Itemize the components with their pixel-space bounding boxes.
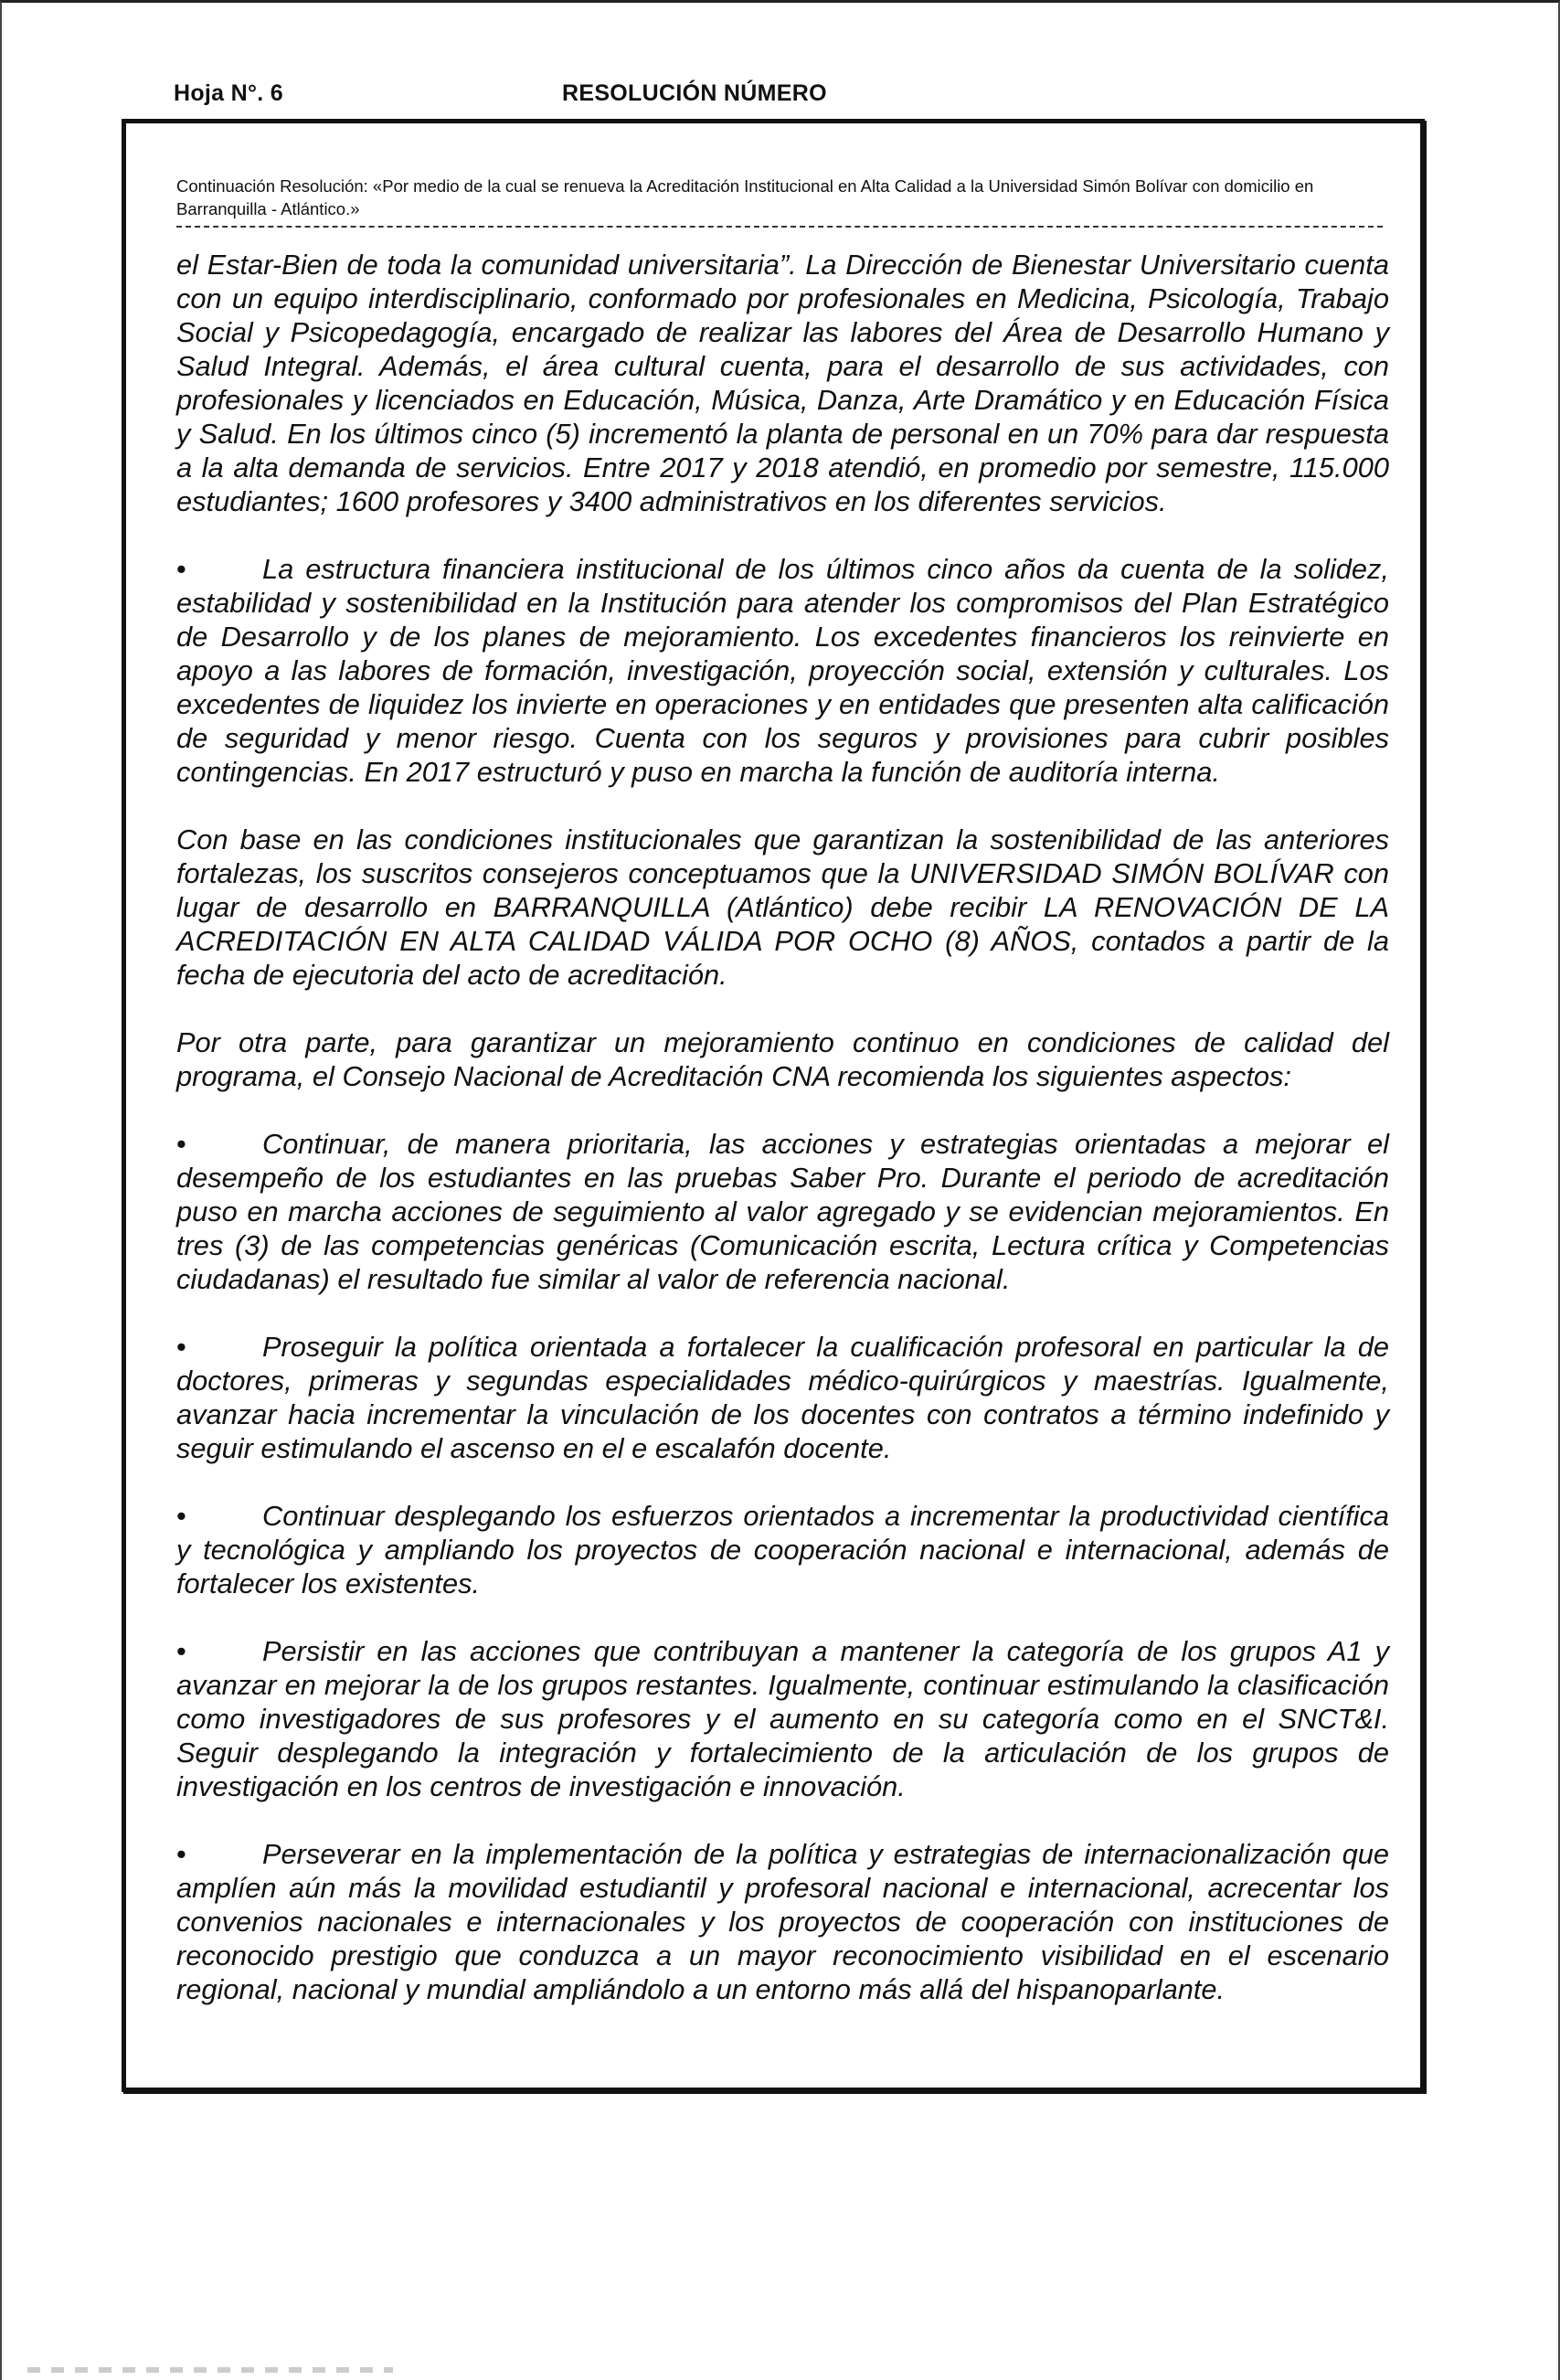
continuation-caption: Continuación Resolución: «Por medio de la cual se renueva la Acreditación Institucional en Alta Calidad a la Universidad Simón Bolívar con domicilio en Barranquilla - Atlántico.» <box>176 176 1314 218</box>
bullet-text: Persistir en las acciones que contribuyan a mantener la categoría de los grupos A1 y avanzar en mejorar la de los grupos restantes. Igualmente, continuar estimulando la clasificación como investigadores de sus profesores y el aumento en su categoría como en el SNCT&I. Seguir desplegando la integración y fortalecimiento de la articulación de los grupos de investigación en los centros de investigación e innovación. <box>176 1635 1389 1802</box>
bullet-text: Proseguir la política orientada a fortalecer la cualificación profesoral en particular la de doctores, primeras y segundas especialidades médico-quirúrgicos y maestrías. Igualmente, avanzar hacia incrementar la vinculación de los docentes con contratos a término indefinido y seguir estimulando el ascenso en el e escalafón docente. <box>176 1331 1389 1464</box>
document-frame <box>122 119 1425 2092</box>
bullet-financial-structure <box>176 552 1389 789</box>
paragraph-recommendations-intro: Por otra parte, para garantizar un mejoramiento continuo en condiciones de calidad del programa, el Consejo Nacional de Acreditación CNA recomienda los siguientes aspectos: <box>176 1026 1389 1092</box>
bullet-text: Perseverar en la implementación de la política y estrategias de internacionalización que amplíen aún más la movilidad estudiantil y profesoral nacional e internacional, acrecentar los convenios nacionales e internacionales y los proyectos de cooperación con instituciones de reconocido prestigio que conduzca a un mayor reconocimiento visibilidad en el escenario regional, nacional y mundial ampliándolo a un entorno más allá del hispanoparlante. <box>176 1838 1389 2005</box>
bullet-faculty-qualification <box>176 1330 1389 1465</box>
dashed-divider <box>176 226 1383 228</box>
paragraph-concept: Con base en las condiciones institucionales que garantizan la sostenibilidad de las anteriores fortalezas, los suscritos consejeros conceptuamos que la UNIVERSIDAD SIMÓN BOLÍVAR con lugar de desarrollo en BARRANQUILLA (Atlántico) debe recibir LA RENOVACIÓN DE LA ACREDITACIÓN EN ALTA CALIDAD VÁLIDA POR OCHO (8) AÑOS, contados a partir de la fecha de ejecutoria del acto de acreditación. <box>176 823 1389 991</box>
bullet-saber-pro <box>176 1127 1389 1296</box>
bullet-text: Continuar, de manera prioritaria, las acciones y estrategias orientadas a mejorar el desempeño de los estudiantes en las pruebas Saber Pro. Durante el periodo de acreditación puso en marcha acciones de seguimiento al valor agregado y se evidencian mejoramientos. En tres (3) de las competencias genéricas (Comunicación escrita, Lectura crítica y Competencias ciudadanas) el resultado fue similar al valor de referencia nacional. <box>176 1128 1389 1295</box>
bullet-research-groups <box>176 1634 1389 1803</box>
bullet-scientific-productivity <box>176 1499 1389 1600</box>
bullet-icon: • <box>176 1838 186 1870</box>
bullet-icon: • <box>176 1331 186 1363</box>
resolution-title: RESOLUCIÓN NÚMERO <box>562 80 827 106</box>
sheet-number: Hoja N°. 6 <box>174 80 283 106</box>
scan-artifact <box>27 2367 393 2373</box>
paragraph-bienestar: el Estar-Bien de toda la comunidad universitaria”. La Dirección de Bienestar Universitario cuenta con un equipo interdisciplinario, conformado por profesionales en Medicina, Psicología, Trabajo Social y Psicopedagogía, encargado de realizar las labores del Área de Desarrollo Humano y Salud Integral. Además, el área cultural cuenta, para el desarrollo de sus actividades, con profesionales y licenciados en Educación, Música, Danza, Arte Dramático y en Educación Física y Salud. En los últimos cinco (5) incrementó la planta de personal en un 70% para dar respuesta a la alta demanda de servicios. Entre 2017 y 2018 atendió, en promedio por semestre, 115.000 estudiantes; 1600 profesores y 3400 administrativos en los diferentes servicios. <box>176 249 1389 517</box>
bullet-icon: • <box>176 1500 186 1532</box>
bullet-icon: • <box>176 1635 186 1667</box>
bullet-internationalization <box>176 1837 1389 2006</box>
bullet-icon: • <box>176 553 186 585</box>
bullet-text: La estructura financiera institucional de los últimos cinco años da cuenta de la solidez, estabilidad y sostenibilidad en la Institución para atender los compromisos del Plan Estratégico de Desarrollo y de los planes de mejoramiento. Los excedentes financieros los reinvierte en apoyo a las labores de formación, investigación, proyección social, extensión y culturales. Los excedentes de liquidez los invierte en operaciones y en entidades que presenten alta calificación de seguridad y menor riesgo. Cuenta con los seguros y provisiones para cubrir posibles contingencias. En 2017 estructuró y puso en marcha la función de auditoría interna. <box>176 553 1389 788</box>
bullet-icon: • <box>176 1128 186 1160</box>
bullet-text: Continuar desplegando los esfuerzos orientados a incrementar la productividad científica y tecnológica y ampliando los proyectos de cooperación nacional e internacional, además de fortalecer los existentes. <box>176 1500 1389 1599</box>
